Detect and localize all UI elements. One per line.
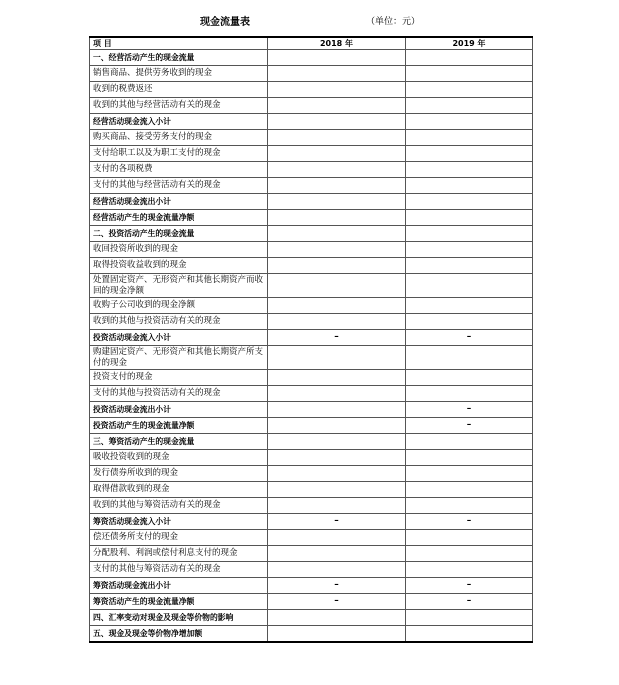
value-2018 — [268, 546, 406, 562]
row-label: 三、筹资活动产生的现金流量 — [90, 434, 268, 450]
value-2019 — [406, 178, 533, 194]
value-2018 — [268, 482, 406, 498]
table-row — [90, 578, 533, 594]
value-2019 — [406, 66, 533, 82]
value-2018 — [268, 466, 406, 482]
row-label: 收到的其他与经营活动有关的现金 — [90, 98, 268, 114]
row-label: 四、汇率变动对现金及现金等价物的影响 — [90, 610, 268, 626]
value-2018 — [268, 402, 406, 418]
table-row — [90, 274, 533, 298]
value-2019 — [406, 114, 533, 130]
column-header-2019: 2019 年 — [406, 37, 533, 50]
value-2018 — [268, 178, 406, 194]
value-2019 — [406, 50, 533, 66]
table-row — [90, 50, 533, 66]
value-2018 — [268, 370, 406, 386]
value-2018: – — [268, 594, 406, 610]
table-row — [90, 530, 533, 546]
value-2019: – — [406, 514, 533, 530]
value-2018 — [268, 66, 406, 82]
row-label: 经营活动现金流入小计 — [90, 114, 268, 130]
value-2018 — [268, 434, 406, 450]
value-2019 — [406, 210, 533, 226]
value-2018 — [268, 386, 406, 402]
table-row — [90, 514, 533, 530]
value-2019: – — [406, 418, 533, 434]
value-2019 — [406, 498, 533, 514]
row-label: 筹资活动现金流入小计 — [90, 514, 268, 530]
value-2019 — [406, 482, 533, 498]
table-row — [90, 466, 533, 482]
row-label: 经营活动产生的现金流量净额 — [90, 210, 268, 226]
row-label: 销售商品、提供劳务收到的现金 — [90, 66, 268, 82]
table-row — [90, 562, 533, 578]
row-label: 经营活动现金流出小计 — [90, 194, 268, 210]
value-2019: – — [406, 330, 533, 346]
value-2018 — [268, 610, 406, 626]
value-2018 — [268, 346, 406, 370]
value-2019 — [406, 98, 533, 114]
value-2018: – — [268, 514, 406, 530]
table-row — [90, 178, 533, 194]
row-label: 投资活动产生的现金流量净额 — [90, 418, 268, 434]
row-label: 支付的其他与经营活动有关的现金 — [90, 178, 268, 194]
table-row — [90, 498, 533, 514]
row-label: 五、现金及现金等价物净增加额 — [90, 626, 268, 643]
value-2019 — [406, 162, 533, 178]
value-2018 — [268, 626, 406, 643]
value-2019 — [406, 346, 533, 370]
row-label: 筹资活动现金流出小计 — [90, 578, 268, 594]
table-row — [90, 314, 533, 330]
row-label: 投资活动现金流出小计 — [90, 402, 268, 418]
row-label: 支付的各项税费 — [90, 162, 268, 178]
value-2019 — [406, 298, 533, 314]
table-row — [90, 626, 533, 643]
value-2018: – — [268, 330, 406, 346]
value-2018 — [268, 130, 406, 146]
value-2019 — [406, 530, 533, 546]
value-2019 — [406, 370, 533, 386]
value-2019 — [406, 626, 533, 643]
row-label: 吸收投资收到的现金 — [90, 450, 268, 466]
value-2019 — [406, 82, 533, 98]
row-label: 购建固定资产、无形资产和其他长期资产所支付的现金 — [90, 346, 268, 370]
value-2018 — [268, 50, 406, 66]
value-2018 — [268, 258, 406, 274]
table-row — [90, 114, 533, 130]
row-label: 取得借款收到的现金 — [90, 482, 268, 498]
table-row — [90, 370, 533, 386]
table-row — [90, 82, 533, 98]
value-2019 — [406, 562, 533, 578]
row-label: 收到的其他与投资活动有关的现金 — [90, 314, 268, 330]
value-2018 — [268, 242, 406, 258]
row-label: 投资活动现金流入小计 — [90, 330, 268, 346]
row-label: 收到的其他与筹资活动有关的现金 — [90, 498, 268, 514]
row-label: 取得投资收益收到的现金 — [90, 258, 268, 274]
row-label: 一、经营活动产生的现金流量 — [90, 50, 268, 66]
row-label: 支付给职工以及为职工支付的现金 — [90, 146, 268, 162]
column-header-2018: 2018 年 — [268, 37, 406, 50]
table-row — [90, 450, 533, 466]
value-2018 — [268, 98, 406, 114]
table-row — [90, 298, 533, 314]
column-header-item: 项 目 — [90, 37, 268, 50]
value-2018 — [268, 162, 406, 178]
value-2019 — [406, 610, 533, 626]
table-row — [90, 130, 533, 146]
table-row — [90, 98, 533, 114]
table-row — [90, 434, 533, 450]
value-2019 — [406, 258, 533, 274]
table-row — [90, 258, 533, 274]
table-row — [90, 346, 533, 370]
cash-flow-table — [89, 36, 533, 643]
table-row — [90, 194, 533, 210]
value-2019 — [406, 274, 533, 298]
table-row — [90, 482, 533, 498]
value-2018 — [268, 418, 406, 434]
value-2018 — [268, 210, 406, 226]
row-label: 收购子公司收到的现金净额 — [90, 298, 268, 314]
unit-label: （单位：元） — [366, 17, 421, 27]
value-2018 — [268, 298, 406, 314]
row-label: 支付的其他与投资活动有关的现金 — [90, 386, 268, 402]
value-2019 — [406, 242, 533, 258]
row-label: 支付的其他与筹资活动有关的现金 — [90, 562, 268, 578]
row-label: 偿还债务所支付的现金 — [90, 530, 268, 546]
value-2019 — [406, 434, 533, 450]
value-2018 — [268, 274, 406, 298]
table-row — [90, 546, 533, 562]
value-2019: – — [406, 594, 533, 610]
value-2019 — [406, 546, 533, 562]
table-row — [90, 594, 533, 610]
table-row — [90, 418, 533, 434]
row-label: 发行债券所收到的现金 — [90, 466, 268, 482]
value-2019 — [406, 130, 533, 146]
row-label: 处置固定资产、无形资产和其他长期资产而收回的现金净额 — [90, 274, 268, 298]
row-label: 二、投资活动产生的现金流量 — [90, 226, 268, 242]
page-title: 现金流量表 — [200, 17, 250, 28]
value-2019 — [406, 226, 533, 242]
table-row — [90, 330, 533, 346]
table-row — [90, 66, 533, 82]
table-row — [90, 402, 533, 418]
value-2018 — [268, 226, 406, 242]
row-label: 收到的税费返还 — [90, 82, 268, 98]
value-2018 — [268, 450, 406, 466]
table-row — [90, 226, 533, 242]
table-row — [90, 146, 533, 162]
value-2019 — [406, 194, 533, 210]
value-2019 — [406, 386, 533, 402]
value-2018 — [268, 498, 406, 514]
table-row — [90, 610, 533, 626]
row-label: 分配股利、利润或偿付利息支付的现金 — [90, 546, 268, 562]
table-header-row — [90, 37, 533, 50]
row-label: 筹资活动产生的现金流量净额 — [90, 594, 268, 610]
value-2018 — [268, 194, 406, 210]
table-row — [90, 210, 533, 226]
value-2019 — [406, 450, 533, 466]
value-2018 — [268, 82, 406, 98]
value-2018 — [268, 314, 406, 330]
table-row — [90, 162, 533, 178]
value-2019 — [406, 466, 533, 482]
value-2019 — [406, 146, 533, 162]
row-label: 收回投资所收到的现金 — [90, 242, 268, 258]
value-2019: – — [406, 578, 533, 594]
value-2018 — [268, 146, 406, 162]
row-label: 投资支付的现金 — [90, 370, 268, 386]
value-2019 — [406, 314, 533, 330]
table-row — [90, 386, 533, 402]
value-2018 — [268, 114, 406, 130]
value-2018 — [268, 530, 406, 546]
value-2019: – — [406, 402, 533, 418]
value-2018: – — [268, 578, 406, 594]
row-label: 购买商品、接受劳务支付的现金 — [90, 130, 268, 146]
table-row — [90, 242, 533, 258]
table-body — [90, 50, 533, 643]
value-2018 — [268, 562, 406, 578]
